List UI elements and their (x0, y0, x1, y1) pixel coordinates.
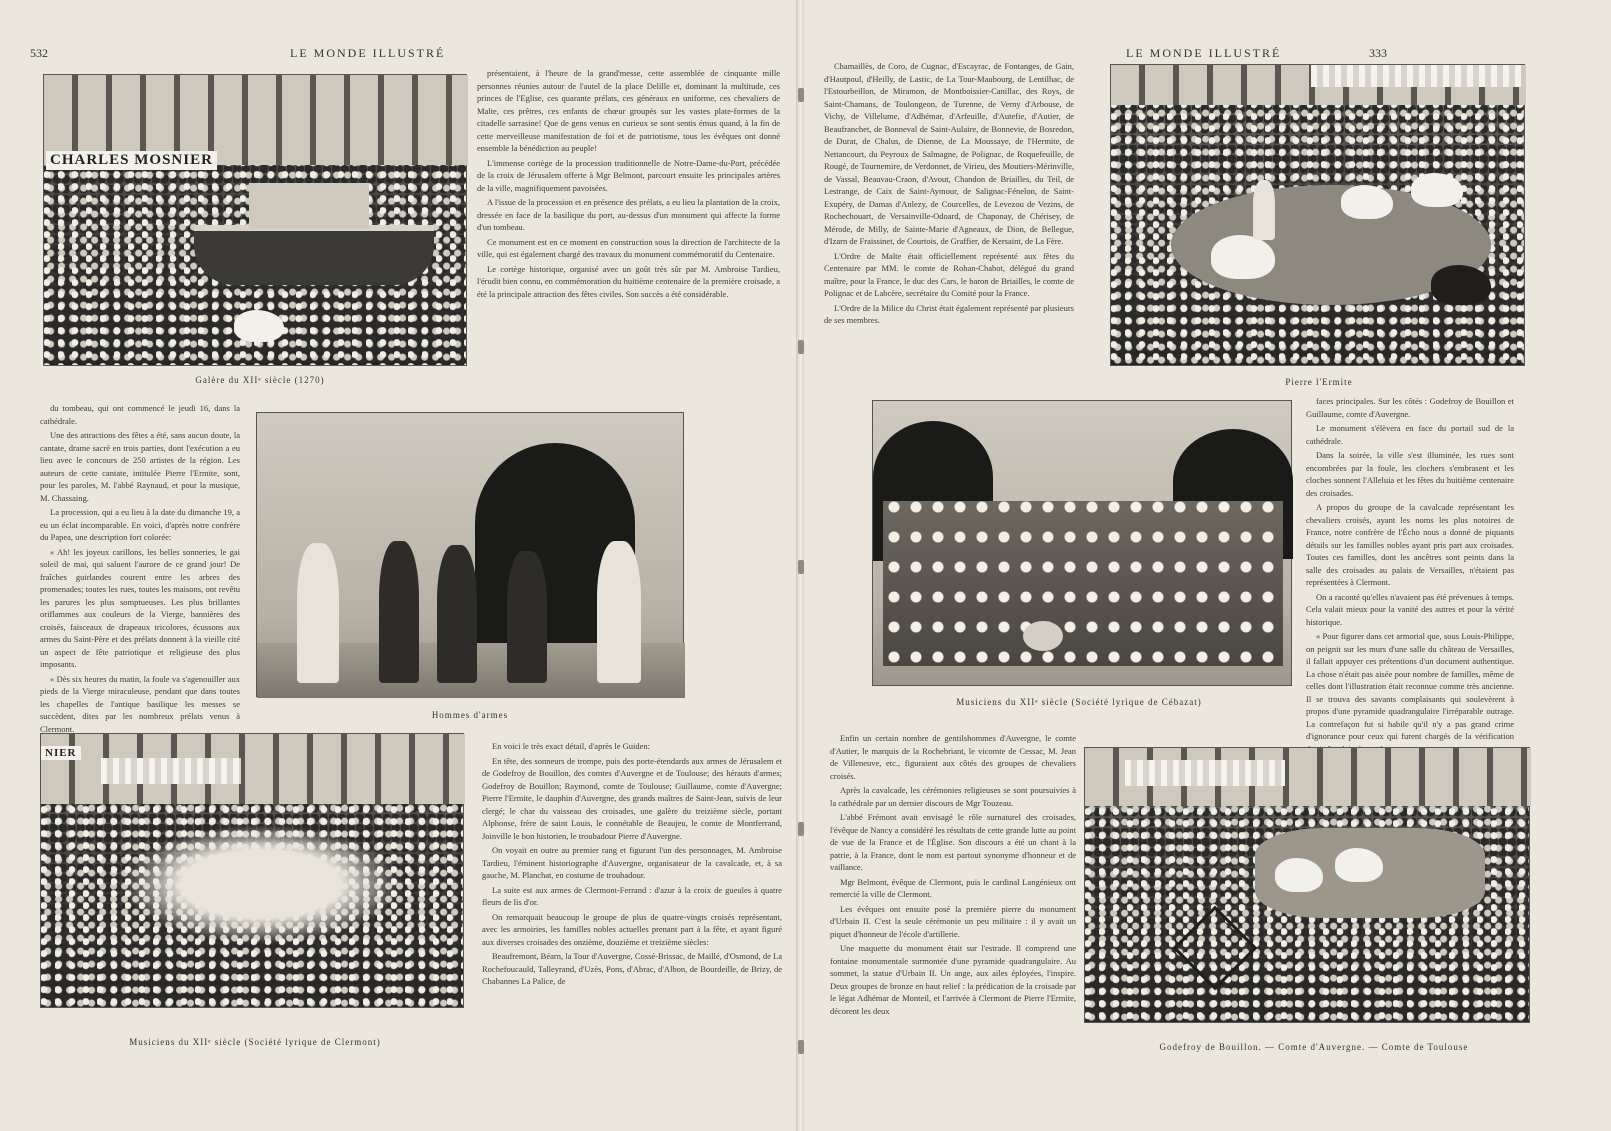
photo-men-at-arms (256, 412, 684, 697)
heraldic-banner (1173, 906, 1258, 991)
photo-musicians-cebazat (872, 400, 1292, 686)
photo-peter-the-hermit (1110, 64, 1525, 366)
paragraph: En voici le très exact détail, d'après le Guiden: (492, 741, 651, 751)
paragraph: Mgr Belmont, évêque de Clermont, puis le cardinal Langénieux ont remercié la ville de Clermont. (830, 876, 1076, 899)
left-page (0, 0, 798, 1131)
white-horse (1275, 858, 1323, 892)
shop-awning (101, 758, 241, 784)
soldier-figure (297, 543, 339, 683)
paragraph: « Dès six heures du matin, la foule va s'agenouiller aux pieds de la Vierge miraculeuse, pendant que dans toutes les chapelles de l'antique basilique les messes se succèdent, dites par les nombreux prélats venus à Clermont. (40, 673, 240, 734)
shop-sign: NIER (41, 746, 81, 760)
paragraph: Ce monument est en ce moment en construction sous la direction de l'architecte de la ville, qui est également chargé des travaux du monument commémoratif du Centenaire. (477, 236, 780, 259)
shop-awning (1125, 760, 1285, 786)
caption-musicians-cebazat: Musiciens du XIIᵉ siècle (Société lyrique de Cébazat) (956, 697, 1202, 707)
white-horse (1211, 235, 1275, 279)
paragraph: Une des attractions des fêtes a été, sans aucun doute, la cantate, drame sacré en trois parties, dont l'exécution a eu lieu avec le concours de 250 artistes de la région. Les auteurs de cette cantate, intitulée Pierre l'Ermite, sont, pour les paroles, M. l'abbé Raynaud, et pour la musique, M. Chassaing. (40, 430, 240, 503)
paragraph: Chamaillès, de Coro, de Cugnac, d'Escayrac, de Fontanges, de Gain, d'Hautpoul, d'Heilly, de Lastic, de La Tour-Maubourg, de Lentilhac, de l'Estourbeillon, de Miramon, de Montboissier-Canillac, des Roys, de Saint-Chamans, de Toulongeon, de Turenne, de Verny d'Arbouse, de Vichy, de Villelume, d'Adhémar, d'Arfeuille, d'Autefie, d'Autier, de Beaufranchet, de Bonneval de Saint-Aulaire, de Bonnevie, de Bosredon, de Durat, de Chalus, de Dienne, de La Moussaye, de l'Hermite, de Nettancourt, du Peyroux de Salmagne, de Polignac, de Roquefeuille, de Rougé, de Tournemire, de Verdonnet, de Virieu, des Moutiers-Mérinville, de Vassal, Beauvau-Craon, d'Avout, Chandon de Briailles, du Teil, de Lestrange, de Caix de Saint-Aymour, de Salignac-Fénelon, de Saint-Exupéry, de Damas d'Anlezy, de Courcelles, de Levezou de Vezins, de Rochechouart, de Versainville-Odoard, de Chaponay, de Chérisey, de Mérode, de Milly, de Sainte-Marie d'Agneaux, de Dion, de Bellegue, d'Izarn de Fraissinet, de Courtois, de Graffier, de Kersaint, de La Fère. (824, 61, 1074, 246)
running-head-left: LE MONDE ILLUSTRÉ (290, 46, 446, 60)
paragraph: faces principales. Sur les côtés : Godefroy de Bouillon et Guillaume, comte d'Auvergne. (1306, 396, 1514, 419)
page-number-right: 333 (1369, 46, 1387, 60)
paragraph: On remarquait beaucoup le groupe de plus de quatre-vingts croisés représentant, avec les armoiries, les familles nobles actuelles prenant part à la fête, et ayant figuré aux diverses croisades des onzième, douzième et treizième siècles: (482, 911, 782, 947)
paragraph: A propos du groupe de la cavalcade représentant les chevaliers croisés, ayant les noms les plus notoires de France, notre confrère de l'Écho nous a donné de piquants détails sur les familles nobles ayant pris part aux croisades. Toutes ces familles, dont les ancêtres sont peints dans la salle des croisades au palais de Versailles, n'étaient pas représentées à Clermont. (1306, 502, 1514, 587)
paragraph: On voyait en outre au premier rang et figurant l'un des personnages, M. Ambroise Tardieu, l'éminent historiographe d'Auvergne, organisateur de la cavalcade, et, à sa gauche, M. Planchat, en costume de troubadour. (482, 845, 782, 880)
paragraph: Une maquette du monument était sur l'estrade. Il comprend une fontaine monumentale surmontée d'une pyramide quadrangulaire. Au sommet, la statue d'Urbain II. Un ange, aux ailes éployées, l'inspire. Deux groupes de bronze en haut relief : la prédication de la croisade par le légat Adhémar de Monteil, et l'arrivée à Clermont de Pierre l'Ermite, décorent les deux (830, 943, 1076, 1016)
paragraph: « Pour figurer dans cet armorial que, sous Louis-Philippe, on peignit sur les murs d'une salle du château de Versailles, il fallait appuyer ces prétentions d'un document authentique. La chose n'était pas aisée pour nombre de familles, même de celles dont l'illustration était reconnue comme très ancienne. Il se trouva des savants complaisants qui soulevèrent à propos d'une pyramide quadrangulaire l'irréparable outrage. La contrefaçon fut si habile qu'il n'y a pas grand crime d'ignorance pour ceux qui furent chargés de la vérification (1306, 631, 1514, 741)
text-column-left-c (482, 740, 782, 1040)
paragraph: L'Ordre de la Milice du Christ était également représenté par plusieurs de ses membres. (824, 302, 1074, 325)
text-column-right-c (830, 732, 1076, 1032)
text-column-right-b (1306, 395, 1514, 741)
paragraph: du tombeau, qui ont commencé le jeudi 16, dans la cathédrale. (40, 403, 240, 426)
paragraph: L'abbé Frémont avait envisagé le rôle surnaturel des croisades, l'évêque de Nancy a considéré les résultats de cette grande lutte au point de vue de la France et de l'Église. Son discours a été un chant à la patrie, à la France, dont le nom est partout synonyme d'honneur et de vaillance. (830, 812, 1076, 872)
pierre-lermite-figure (1253, 180, 1275, 240)
paragraph: présentaient, à l'heure de la grand'messe, cette assemblée de cinquante mille personnes réunies autour de l'autel de la place Delille et, dominant la multitude, ces princes de l'Eglise, ces quarante prélats, ces généraux en uniforme, ces chevaliers de Malte, ces prêtres, ces enfants de chœur groupés sur les vastes plate-formes de la citadelle sarrasine! Que de gens venus en curieux se sont sentis émus quand, à la fin de cette merveilleuse manifestation de foi et de patriotisme, tous les évêques ont donné ensemble la bénédiction au peuple! (477, 68, 780, 153)
paragraph: A l'issue de la procession et en présence des prélats, a eu lieu la plantation de la croix, dressée en face de la basilique du port, au-dessus d'un monument qui affecte la forme d'un tombeau. (477, 197, 780, 232)
photo-godefroy-de-bouillon (1084, 747, 1530, 1023)
paragraph: Les évêques ont ensuite posé la première pierre du monument d'Urbain II. C'est la seule cérémonie un peu militaire : il y avait un piquet d'honneur de l'école d'artillerie. (830, 903, 1076, 939)
soldier-figure (379, 541, 419, 683)
caption-men-at-arms: Hommes d'armes (431, 710, 509, 720)
paragraph: « Ah! les joyeux carillons, les belles sonneries, le gai soleil de mai, qui saluent l'aurore de ce grand jour! De fraîches guirlandes courent entre les arbres des promenades; toutes les rues, toutes les maisons, ont revêtu les parures les plus somptueuses. Les plus brillantes oriflammes aux couleurs de la Vierge, bannières des croisés, faisceaux de drapeaux tricolores, écussons aux armes du Saint-Père et des prélats donnent à la vieille cité un aspect de fête patriotique et religieuse des plus imposants. (40, 546, 240, 669)
musicians-group (121, 824, 401, 944)
paragraph: La procession, qui a eu lieu à la date du dimanche 19, a eu un éclat incomparable. En voici, d'après notre confrère du Papea, une description fort colorée: (40, 507, 240, 542)
paragraph: Enfin un certain nombre de gentilshommes d'Auvergne, le comte d'Autier, le marquis de la Rochebriant, le vicomte de Cessac, M. Jean de Villeneuve, etc., figuraient aux côtés des groupes de chevaliers croisés. (830, 733, 1076, 781)
soldier-figure (507, 551, 547, 683)
dark-horse (1431, 265, 1491, 305)
text-column-left-b (40, 402, 240, 734)
soldier-figure (437, 545, 477, 683)
white-horse (234, 310, 284, 342)
paragraph: Après la cavalcade, les cérémonies religieuses se sont poursuivies à la cathédrale par un dernier discours de Mgr Touzeau. (830, 785, 1076, 808)
paragraph: On a raconté qu'elles n'avaient pas été prévenues à temps. Cela valait mieux pour la vanité des autres et pour la vérité historique. (1306, 591, 1514, 627)
photo-galley (43, 74, 467, 366)
galley-deck (249, 183, 369, 229)
caption-godefroy-de-bouillon: Godefroy de Bouillon. — Comte d'Auvergne. — Comte de Toulouse (1159, 1042, 1469, 1052)
white-horse (1411, 173, 1463, 207)
paragraph: L'Ordre de Malte était officiellement représenté aux fêtes du Centenaire par MM. le comte de Rohan-Chabot, délégué du grand maître, pour la France, le duc des Cars, le baron de Briailles, le comte de Polignac et de Labcère, secrétaire du Comité pour la France. (824, 250, 1074, 298)
page-number-left: 532 (30, 46, 48, 60)
running-head-right: LE MONDE ILLUSTRÉ (1126, 46, 1282, 60)
paragraph: La suite est aux armes de Clermont-Ferrand : d'azur à la croix de gueules à quatre fleurs de lis d'or. (482, 884, 782, 907)
caption-musicians-clermont: Musiciens du XIIᵉ siècle (Société lyrique de Clermont) (129, 1037, 381, 1047)
photo-musicians-clermont (40, 733, 464, 1008)
paragraph: Dans la soirée, la ville s'est illuminée, les rues sont encombrées par la foule, les clochers s'embrasent et les cloches sonnent l'Alleluia et les fêtes du huitième centenaire des croisades. (1306, 450, 1514, 498)
white-horse (1335, 848, 1383, 882)
shop-sign: CHARLES MOSNIER (46, 151, 217, 170)
right-page (804, 0, 1611, 1131)
paragraph: L'immense cortège de la procession traditionnelle de Notre-Dame-du-Port, précédée de la croix de Jérusalem offerte à Mgr Belmont, parcourt ensuite les principales artères de la ville, magnifiquement pavoisées. (477, 157, 780, 193)
paragraph: En tête, des sonneurs de trompe, puis des porte-étendards aux armes de Jérusalem et de Godefroy de Bouillon, des comtes d'Auvergne et de Toulouse; des hérauts d'armes; Godefroy de Bouillon; Raymond, comte de Toulouse; Guillaume, comte d'Auvergne; Pierre l'Ermite, le dauphin d'Auvergne, des grands maîtres de Saint-Jean, suivis de leur clergé; le char du vaisseau des croisades, une galère du treizième siècle, portant Alphonse, frère de saint Louis, le connétable de Beaujeu, le comte de Montferrand, Joinville le bon historien, le troubadour Pierre d'Auvergne. (482, 755, 782, 841)
paragraph: Beaufremont, Béarn, la Tour d'Auvergne, Cossé-Brissac, de Maillé, d'Osmond, de La Rochefoucauld, Talleyrand, d'Uzès, Pons, d'Abrac, d'Albon, de Bourdeille, de Brizy, de Chabannes La Palice, de (482, 951, 782, 986)
musicians-group (883, 501, 1283, 666)
shop-awning (1311, 65, 1521, 87)
paragraph: Le cortège historique, organisé avec un goût très sûr par M. Ambroise Tardieu, l'érudit bien connu, en commémoration du huitième centenaire de la première croisade, a été la principale attraction des fêtes civiles. Son succès a été considérable. (477, 263, 780, 299)
text-column-left-a (477, 67, 780, 377)
text-column-right-a (824, 60, 1074, 390)
white-horse (1341, 185, 1393, 219)
caption-galley: Galère du XIIᵉ siècle (1270) (195, 375, 325, 385)
drum (1023, 621, 1063, 651)
caption-peter-the-hermit: Pierre l'Ermite (1285, 377, 1353, 387)
galley-hull (194, 225, 434, 285)
soldier-figure (597, 541, 641, 683)
paragraph: Le monument s'élèvera en face du portail sud de la cathédrale. (1306, 423, 1514, 446)
